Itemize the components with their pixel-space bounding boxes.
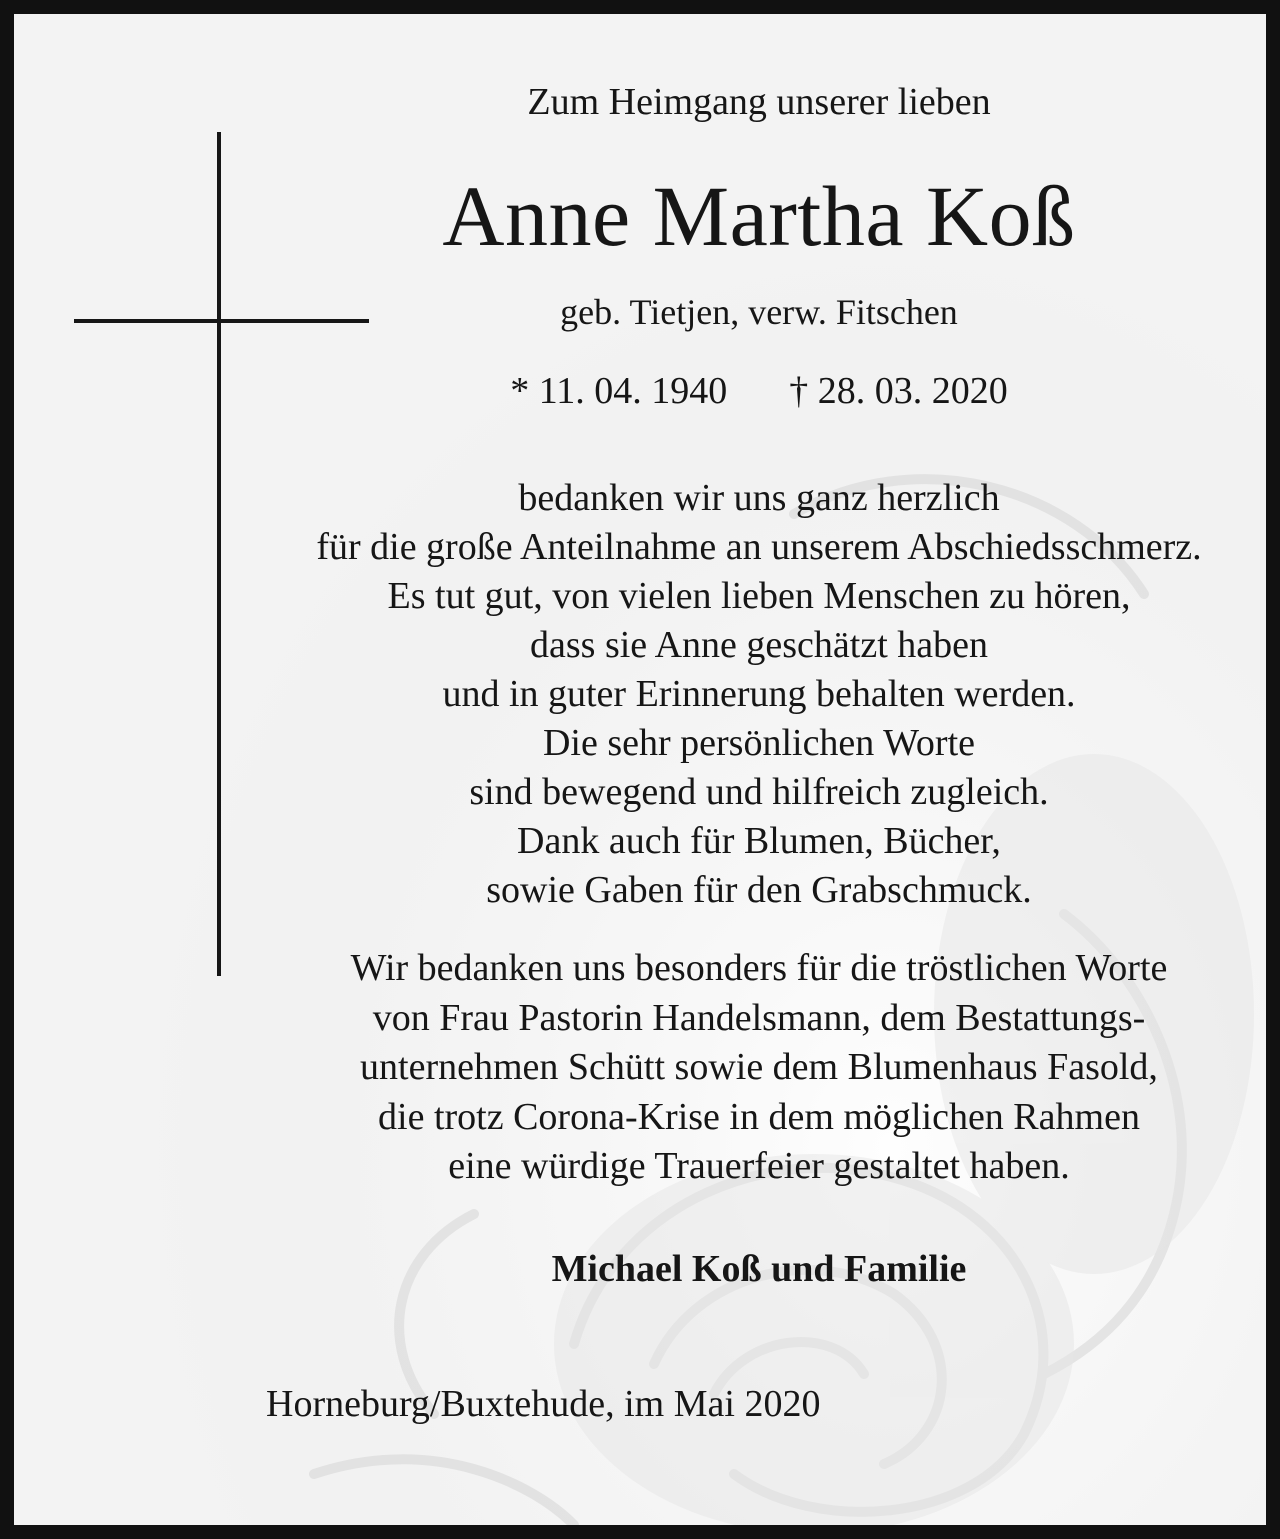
thanks-line: für die große Anteilnahme an unserem Abschiedsschmerz. xyxy=(316,526,1202,568)
thanks-paragraph xyxy=(259,474,1259,915)
thanks-line: Die sehr persönlichen Worte xyxy=(542,722,976,764)
thanks-line: Es tut gut, von vielen lieben Menschen zu hören, xyxy=(387,575,1131,617)
deceased-name: Anne Martha Koß xyxy=(442,168,1076,264)
life-dates xyxy=(259,366,1259,416)
special-thanks-line: die trotz Corona-Krise in dem möglichen Rahmen xyxy=(378,1095,1140,1138)
special-thanks-paragraph xyxy=(259,944,1259,1192)
special-thanks-line: von Frau Pastorin Handelsmann, dem Bestattungs- xyxy=(372,996,1146,1039)
birth-names: geb. Tietjen, verw. Fitschen xyxy=(560,292,958,332)
thanks-line: bedanken wir uns ganz herzlich xyxy=(518,477,1000,519)
special-thanks-line: unternehmen Schütt sowie dem Blumenhaus Fasold, xyxy=(360,1046,1158,1088)
thanks-line: und in guter Erinnerung behalten werden. xyxy=(442,673,1076,715)
thanks-line: Dank auch für Blumen, Bücher, xyxy=(517,820,1001,862)
birth-date: * 11. 04. 1940 xyxy=(510,370,728,412)
intro-text: Zum Heimgang unserer lieben xyxy=(527,81,991,123)
special-thanks-line: Wir bedanken uns besonders für die tröstlichen Worte xyxy=(350,947,1168,989)
death-date: † 28. 03. 2020 xyxy=(789,370,1008,412)
thanks-line: sowie Gaben für den Grabschmuck. xyxy=(486,869,1032,911)
place-date: Horneburg/Buxtehude, im Mai 2020 xyxy=(266,1383,821,1425)
special-thanks-line: eine würdige Trauerfeier gestaltet haben. xyxy=(448,1145,1070,1187)
thanks-line: dass sie Anne geschätzt haben xyxy=(530,624,988,666)
cross-icon xyxy=(217,132,221,976)
thanks-line: sind bewegend und hilfreich zugleich. xyxy=(469,771,1049,813)
signature: Michael Koß und Familie xyxy=(551,1248,967,1290)
